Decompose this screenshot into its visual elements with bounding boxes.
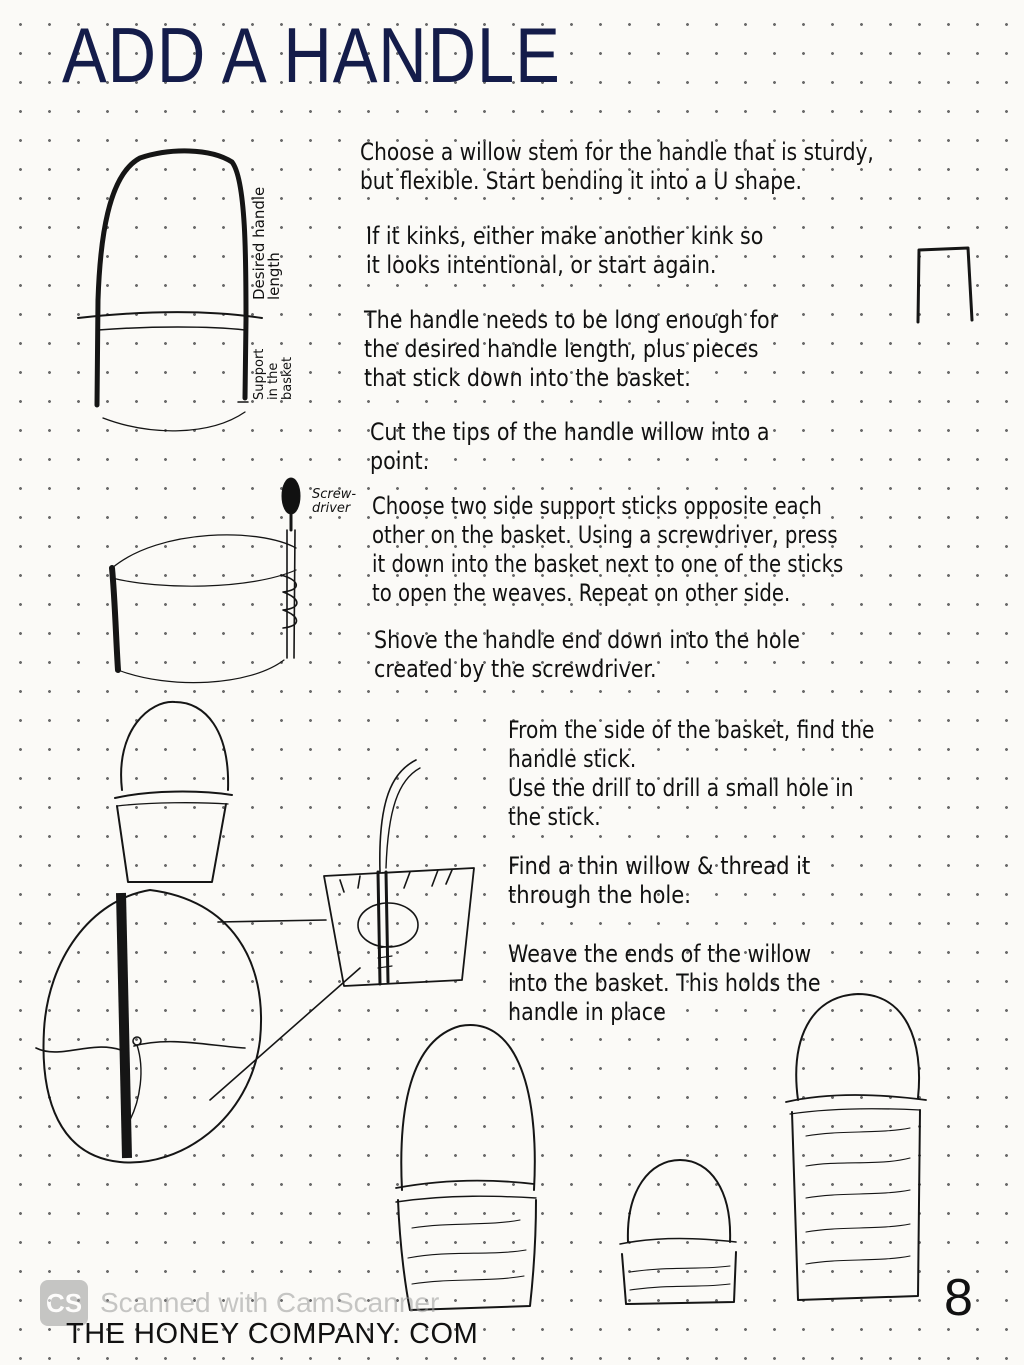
instruction-kinks: If it kinks, either make another kink so it looks intentional, or start again. <box>366 222 764 279</box>
instruction-choose-stem: Choose a willow stem for the handle that is sturdy, but flexible. Start bending it into a U shape. <box>360 138 874 195</box>
u-shape-sketch <box>918 248 972 322</box>
page-number: 8 <box>944 1269 973 1327</box>
desired-length-label: Desired handle length <box>250 186 283 300</box>
footer-website: THE HONEY COMPANY. COM <box>66 1318 479 1350</box>
watermark-text: Scanned with CamScanner <box>100 1287 440 1318</box>
instruction-side-sticks: Choose two side support sticks opposite each other on the basket. Using a screwdriver, press it down into the basket next to one of the sticks to open the weaves. Repeat on other side. <box>372 492 844 607</box>
instruction-shove-handle: Shove the handle end down into the hole created by the screwdriver. <box>374 626 800 683</box>
narrow-basket-sketch <box>786 994 926 1300</box>
instruction-thread: Find a thin willow & thread it through the hole. <box>508 852 811 909</box>
tall-basket-sketch <box>396 1025 536 1310</box>
instruction-weave-ends: Weave the ends of the willow into the basket. This holds the handle in place <box>508 940 821 1026</box>
small-basket-sketch <box>620 1160 736 1304</box>
instruction-length: The handle needs to be long enough for the desired handle length, plus pieces that stick down into the basket. <box>364 306 779 392</box>
camscanner-logo-icon: CS <box>40 1280 88 1326</box>
screwdriver-label: Screw- driver <box>312 487 357 516</box>
magnified-stick-sketch <box>36 760 474 1163</box>
basket-handle-sketch <box>115 702 232 882</box>
page-title: ADD A HANDLE <box>62 11 561 99</box>
instruction-find-stick: From the side of the basket, find the handle stick. Use the drill to drill a small hole in the stick. <box>508 716 875 831</box>
support-label: Support in the basket <box>252 348 295 400</box>
handle-length-sketch <box>78 151 262 431</box>
screwdriver-sketch <box>112 478 300 683</box>
instruction-cut-tips: Cut the tips of the handle willow into a point. <box>370 418 770 475</box>
